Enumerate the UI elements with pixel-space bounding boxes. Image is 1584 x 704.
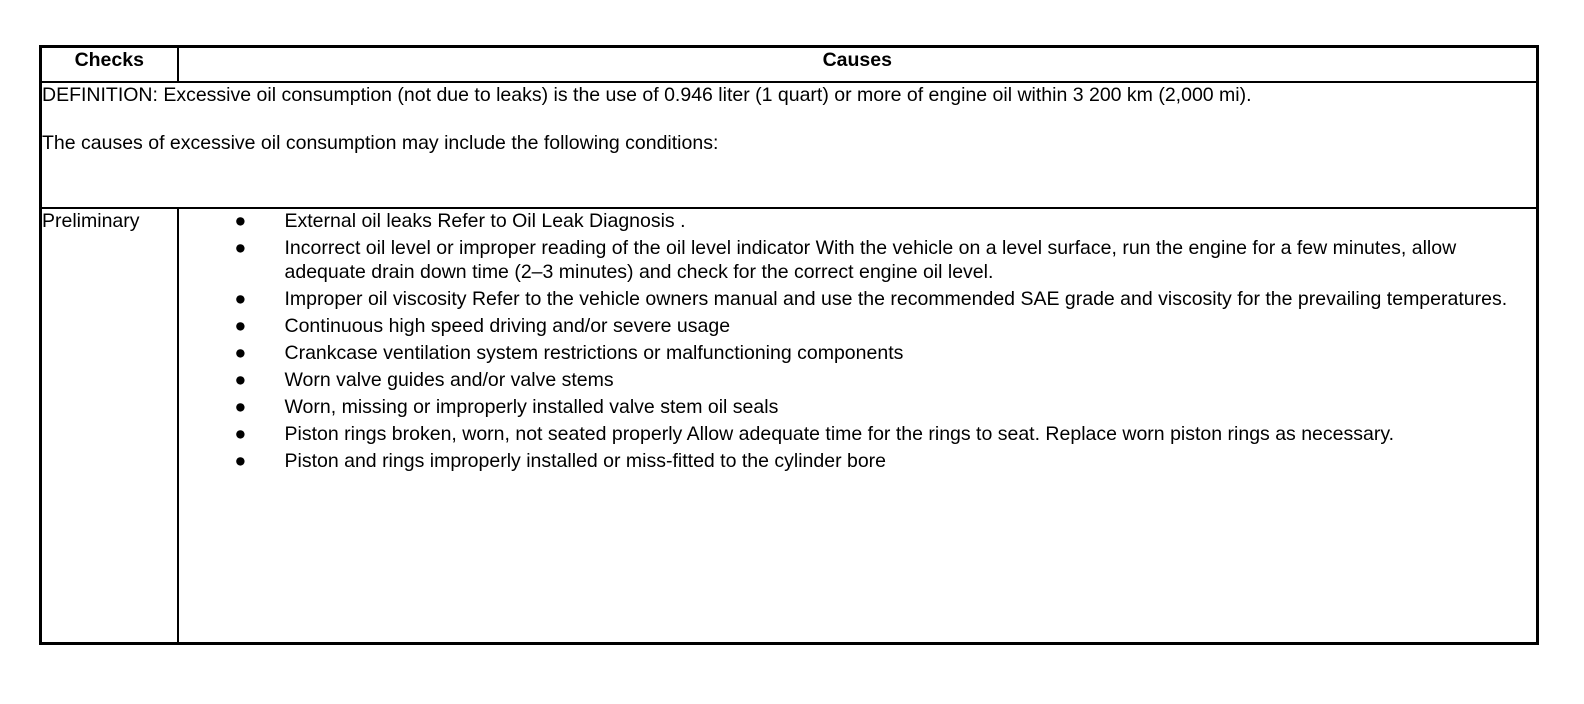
list-item bbox=[179, 368, 1537, 392]
bullet-icon: ● bbox=[234, 315, 247, 337]
bullet-icon: ● bbox=[234, 237, 247, 259]
list-item bbox=[179, 449, 1537, 473]
bullet-icon: ● bbox=[234, 423, 247, 445]
bullet-icon: ● bbox=[234, 342, 247, 364]
bullet-icon: ● bbox=[234, 369, 247, 391]
list-item bbox=[179, 422, 1537, 446]
bullet-icon: ● bbox=[234, 396, 247, 418]
cause-text: Improper oil viscosity Refer to the vehicle owners manual and use the recommended SAE grade and viscosity for the prevailing temperatures. bbox=[284, 288, 1508, 310]
bullet-icon: ● bbox=[234, 210, 247, 232]
causes-cell bbox=[178, 208, 1538, 644]
cause-text: External oil leaks Refer to Oil Leak Diagnosis . bbox=[284, 210, 686, 232]
causes-header: Causes bbox=[178, 47, 1538, 83]
checks-header: Checks bbox=[41, 47, 178, 83]
list-item bbox=[179, 314, 1537, 338]
definition-row bbox=[41, 82, 1538, 208]
cause-text: Piston rings broken, worn, not seated properly Allow adequate time for the rings to seat. Replace worn piston rings as necessary. bbox=[284, 423, 1395, 445]
diagnosis-table bbox=[39, 45, 1539, 645]
definition-cell bbox=[41, 82, 1538, 208]
bullet-icon: ● bbox=[234, 450, 247, 472]
list-item bbox=[179, 287, 1537, 311]
cause-text: Crankcase ventilation system restrictions or malfunctioning components bbox=[284, 342, 904, 364]
causes-list bbox=[179, 209, 1537, 473]
intro-text: The causes of excessive oil consumption may include the following conditions: bbox=[42, 132, 719, 154]
list-item bbox=[179, 209, 1537, 233]
list-item bbox=[179, 395, 1537, 419]
cause-text: Piston and rings improperly installed or miss-fitted to the cylinder bore bbox=[284, 450, 887, 472]
list-item bbox=[179, 236, 1537, 284]
definition-text: DEFINITION: Excessive oil consumption (not due to leaks) is the use of 0.946 liter (1 quart) or more of engine oil within 3 200 km (2,000 mi). bbox=[42, 84, 1252, 106]
list-item bbox=[179, 341, 1537, 365]
cause-text: Worn valve guides and/or valve stems bbox=[284, 369, 614, 391]
header-row bbox=[41, 47, 1538, 83]
check-label: Preliminary bbox=[41, 208, 178, 644]
cause-text: Worn, missing or improperly installed valve stem oil seals bbox=[284, 396, 779, 418]
bullet-icon: ● bbox=[234, 288, 247, 310]
cause-text: Continuous high speed driving and/or severe usage bbox=[284, 315, 731, 337]
table-row bbox=[41, 208, 1538, 644]
cause-text: Incorrect oil level or improper reading of the oil level indicator With the vehicle on a level surface, run the engine for a few minutes, allow adequate drain down time (2–3 minutes) and check for the correct engine oil level. bbox=[284, 237, 1457, 283]
